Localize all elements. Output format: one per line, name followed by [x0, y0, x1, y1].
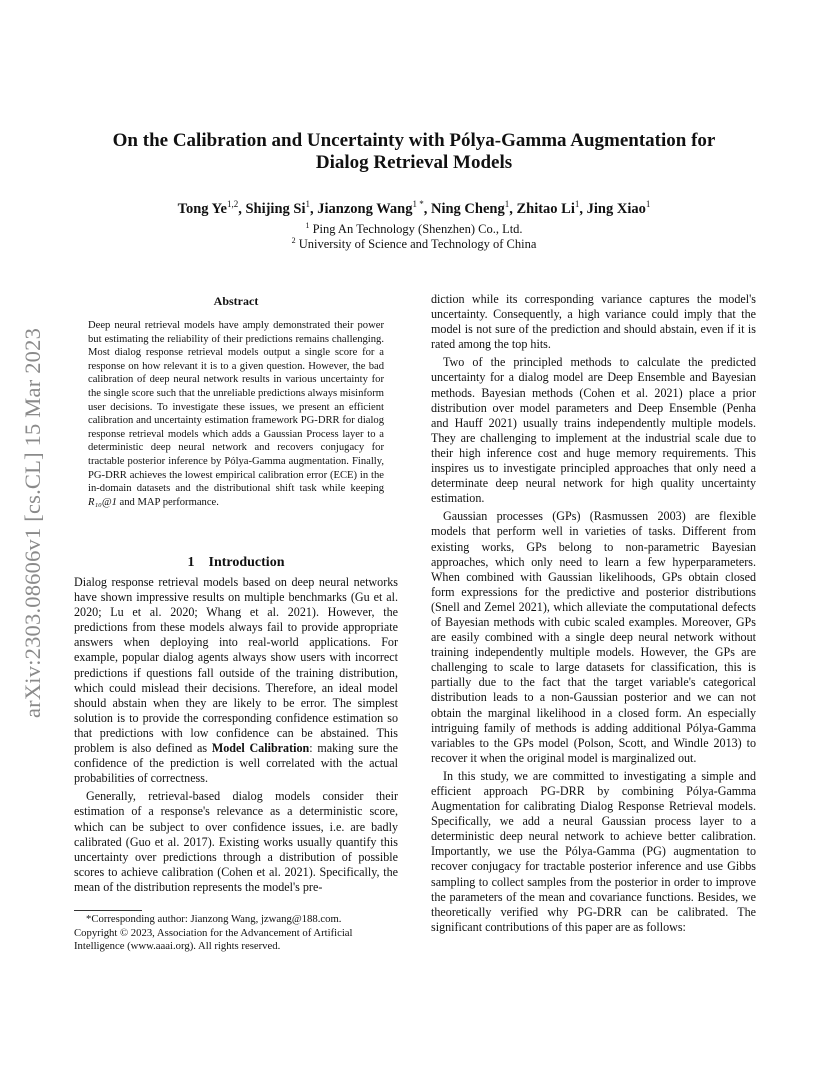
paper-title — [80, 130, 748, 174]
footnote-rule — [74, 910, 142, 911]
corresponding-author-footnote: *Corresponding author: Jianzong Wang, jzwang@188.com. — [86, 913, 342, 925]
recall-metric: R₁₀@1 — [88, 496, 117, 508]
paragraph: Generally, retrieval-based dialog models consider their estimation of a response's relevance as a deterministic score, which can be subject to over confidence issues, i.e. are badly calibrated (Guo et al. 2017). Existing works usually quantify this uncertainty over predictions through a distribution of possible scores to achieve calibration (Cohen et al. 2021). Specifically, the mean of the distribution represents the model's pre- — [74, 789, 398, 894]
author: Ning Cheng$^1$, — [430, 199, 517, 217]
paragraph: In this study, we are committed to investigating a simple and efficient approach PG-DRR by combining Pólya-Gamma Augmentation for calibrating Dialog Response Retrieval models. Specifically, we add a neural Gaussian process layer to a deterministic deep neural network to achieve better calibration. Importantly, we use the Pólya-Gamma (PG) augmentation to recover conjugacy for tractable posterior inference and use Gibbs sampling to collect samples from the posterior in order to improve the parameters of the mean and covariance functions. Besides, we theoretically verified why PG-DRR can be calibrated. The significant contributions of this paper are as follows: — [431, 768, 756, 934]
abstract-body: Deep neural retrieval models have amply demonstrated their power but estimating the reliability of their predictions remains challenging. Most dialog response retrieval models output a single score for a response on how relevant it is to a given question. However, the bad calibration of deep neural network results in various uncertainty for the single score such that the unreliable predictions always misinform user decisions. To investigate these issues, we present an efficient calibration and uncertainty estimation framework PG-DRR for dialog response retrieval models which adds a Gaussian Process layer to a deterministic deep neural network and recovers conjugacy for tractable posterior inference by Pólya-Gamma augmentation. Finally, PG-DRR achieves the lowest empirical calibration error (ECE) in the in-domain datasets and the distributional shift task while keeping R₁₀@1 and MAP performance. — [88, 320, 384, 508]
affiliation-2: $^2$ University of Science and Technology of China — [291, 236, 537, 252]
author: Zhitao Li$^1$, — [516, 199, 587, 217]
paragraph: Gaussian processes (GPs) (Rasmussen 2003) are flexible models that perform well in varieties of tasks. Different from existing works, GPs belong to non-parametric Bayesian approaches, which only need to learn a few hyperparameters. When combined with Gaussian likelihoods, GPs obtain closed form expressions for the predictive and posterior distributions (Snell and Zemel 2021), which alleviate the computational defects of Bayesian methods with cubic scaled examples. Moreover, GPs are easily combined with a single deep neural network without training independently multiple models. However, the GPs are challenging to scale to large datasets for classification, this is partially due to the fact that the target variable's categorical distribution leads to a non-Gaussian posterior and we can not obtain the marginal likelihood in a closed form. An especially intriguing family of methods is adding additional Pólya-Gamma variables to the GPs model (Polson, Scott, and Windle 2013) to recover it when the original model is marginalized out. — [431, 509, 756, 765]
right-column-body — [431, 292, 756, 936]
arxiv-identifier-stamp — [14, 288, 52, 758]
affiliation-1: $^1$ Ping An Technology (Shenzhen) Co., Ltd. — [305, 221, 523, 237]
section-heading-introduction: 1 Introduction — [187, 555, 285, 570]
paragraph: diction while its corresponding variance captures the model's uncertainty. Consequently, a high variance could imply that the model is not sure of the prediction and should abstain, even if it is rated among the top hits. — [431, 292, 756, 352]
title-line-2: Dialog Retrieval Models — [315, 152, 513, 173]
copyright-notice: Copyright © 2023, Association for the Advancement of Artificial Intelligence (www.aaai.org). All rights reserved. — [74, 926, 353, 952]
abstract-heading: Abstract — [213, 294, 259, 308]
author: Shijing Si$^1$, — [245, 199, 318, 217]
author: Jing Xiao$^1$ — [586, 199, 651, 217]
author: Jianzong Wang$^{1 *}$, — [317, 199, 431, 217]
title-line-1: On the Calibration and Uncertainty with Pólya-Gamma Augmentation for — [112, 130, 716, 151]
footnotes — [74, 913, 398, 954]
arxiv-identifier-text: arXiv:2303.08606v1 [cs.CL] 15 Mar 2023 — [20, 327, 46, 719]
author: Tong Ye$^{1,2}$, — [177, 199, 246, 217]
left-column-body — [74, 575, 398, 896]
paragraph: Dialog response retrieval models based on deep neural networks have shown impressive results on multiple benchmarks (Gu et al. 2020; Lu et al. 2020; Whang et al. 2021). However, the predictions from these models always fail to provide appropriate answers when deploying into real-world applications. For example, popular dialog agents always show users with incorrect predictions if questions fall outside of the training distribution, which could mislead their decisions. Therefore, an ideal model should abstain when they are likely to be error. The simplest solution is to provide the corresponding confidence estimation so that predictions with low confidence can be abstained. This problem is also defined as Model Calibration: making sure the confidence of the prediction is well correlated with the actual probabilities of correctness. — [74, 575, 398, 786]
paragraph: Two of the principled methods to calculate the predicted uncertainty for a dialog model are Deep Ensemble and Bayesian methods. Bayesian methods (Cohen et al. 2021) place a prior distribution over model parameters and Deep Ensemble (Penha and Hauff 2021) usually trains independently multiple models. They are challenging to implement at the industrial scale due to their high inference cost and huge memory requirements. This inspires us to investigate principled approaches that only need a determinate deep neural network for high quality uncertainty estimation. — [431, 355, 756, 506]
author-list — [80, 195, 748, 218]
